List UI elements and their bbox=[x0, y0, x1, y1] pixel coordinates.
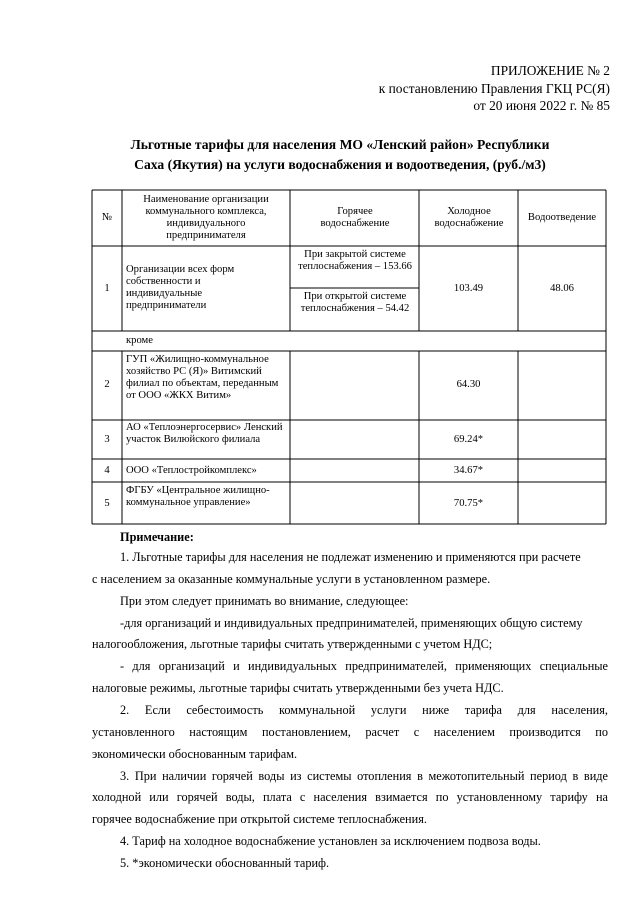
notes-heading: Примечание: bbox=[120, 530, 194, 544]
note-5: 5. *экономически обоснованный тариф. bbox=[120, 856, 330, 870]
header-organization: Наименование организации коммунального комплекса, индивидуального предпринимателя bbox=[143, 194, 269, 241]
note-2-line-1: 2. Если себестоимость коммунальной услуги ниже тарифа для населения, bbox=[120, 703, 608, 717]
row-4-organization: ООО «Теплостройкомплекс» bbox=[126, 465, 257, 476]
note-1-special-tax-line-2: налоговые режимы, льготные тарифы считать утвержденными без учета НДС. bbox=[92, 681, 504, 695]
row-2-cold-water: 64.30 bbox=[456, 379, 481, 390]
header-hot-water: Горячее водоснабжение bbox=[320, 206, 390, 229]
document-title-line-2: Саха (Якутия) на услуги водоснабжения и водоотведения, (руб./м3) bbox=[134, 157, 546, 172]
row-3-organization: АО «Теплоэнергосервис» Ленский участок Вилюйского филиала bbox=[126, 422, 283, 445]
row-1-organization: Организации всех форм собственности и индивидуальные предприниматели bbox=[126, 264, 235, 311]
row-2-number: 2 bbox=[104, 379, 110, 390]
row-1-drainage: 48.06 bbox=[550, 283, 574, 294]
header-drainage: Водоотведение bbox=[527, 212, 597, 223]
row-4-cold-water: 34.67* bbox=[453, 465, 484, 476]
note-2-line-2: установленного настоящим постановлением, расчет с населением производится по bbox=[92, 725, 608, 739]
row-1-number: 1 bbox=[104, 283, 110, 294]
row-1-cold-water: 103.49 bbox=[453, 283, 484, 294]
note-1-line-3: При этом следует принимать во внимание, следующее: bbox=[120, 594, 409, 608]
row-1-hot-closed-system: При закрытой системе теплоснабжения – 153.66 bbox=[298, 249, 412, 272]
note-3-line-2: холодной или горячей воды, плата с населения взимается по установленному тарифу на bbox=[92, 790, 608, 804]
except-row-label: кроме bbox=[126, 335, 153, 346]
header-cold-water: Холодное водоснабжение bbox=[434, 206, 504, 229]
row-1-hot-open-system: При открытой системе теплоснабжения – 54.42 bbox=[300, 291, 410, 314]
row-4-number: 4 bbox=[104, 465, 110, 476]
row-5-organization: ФГБУ «Центральное жилищно-коммунальное управление» bbox=[126, 485, 270, 508]
appendix-number: ПРИЛОЖЕНИЕ № 2 bbox=[490, 63, 610, 78]
document-title-line-1: Льготные тарифы для населения МО «Ленский район» Республики bbox=[130, 137, 550, 152]
note-1-general-tax-line-2: налогообложения, льготные тарифы считать утвержденными с учетом НДС; bbox=[92, 637, 493, 651]
row-5-cold-water: 70.75* bbox=[453, 498, 484, 509]
note-1-special-tax-line-1: - для организаций и индивидуальных предпринимателей, применяющих специальные bbox=[120, 659, 608, 673]
note-1-line-1: 1. Льготные тарифы для населения не подлежат изменению и применяются при расчете bbox=[120, 550, 581, 564]
row-3-number: 3 bbox=[104, 434, 110, 445]
row-2-organization: ГУП «Жилищно-коммунальное хозяйство РС (Я)» Витимский филиал по объектам, переданным от ООО «ЖКХ Витим» bbox=[126, 354, 279, 401]
decree-date: от 20 июня 2022 г. № 85 bbox=[473, 98, 610, 113]
note-3-line-1: 3. При наличии горячей воды из системы отопления в межотопительный период в виде bbox=[120, 769, 608, 783]
note-3-line-3: горячее водоснабжение при открытой системе теплоснабжения. bbox=[92, 812, 427, 826]
note-2-line-3: экономически обоснованным тарифам. bbox=[92, 747, 298, 761]
row-3-cold-water: 69.24* bbox=[453, 434, 484, 445]
decree-reference: к постановлению Правления ГКЦ РС(Я) bbox=[378, 81, 610, 96]
row-5-number: 5 bbox=[104, 498, 110, 509]
note-4: 4. Тариф на холодное водоснабжение установлен за исключением подвоза воды. bbox=[120, 834, 541, 848]
note-1-line-2: с населением за оказанные коммунальные услуги в установленном размере. bbox=[92, 572, 491, 586]
header-number: № bbox=[101, 212, 113, 223]
note-1-general-tax-line-1: -для организаций и индивидуальных предпринимателей, применяющих общую систему bbox=[120, 616, 583, 630]
